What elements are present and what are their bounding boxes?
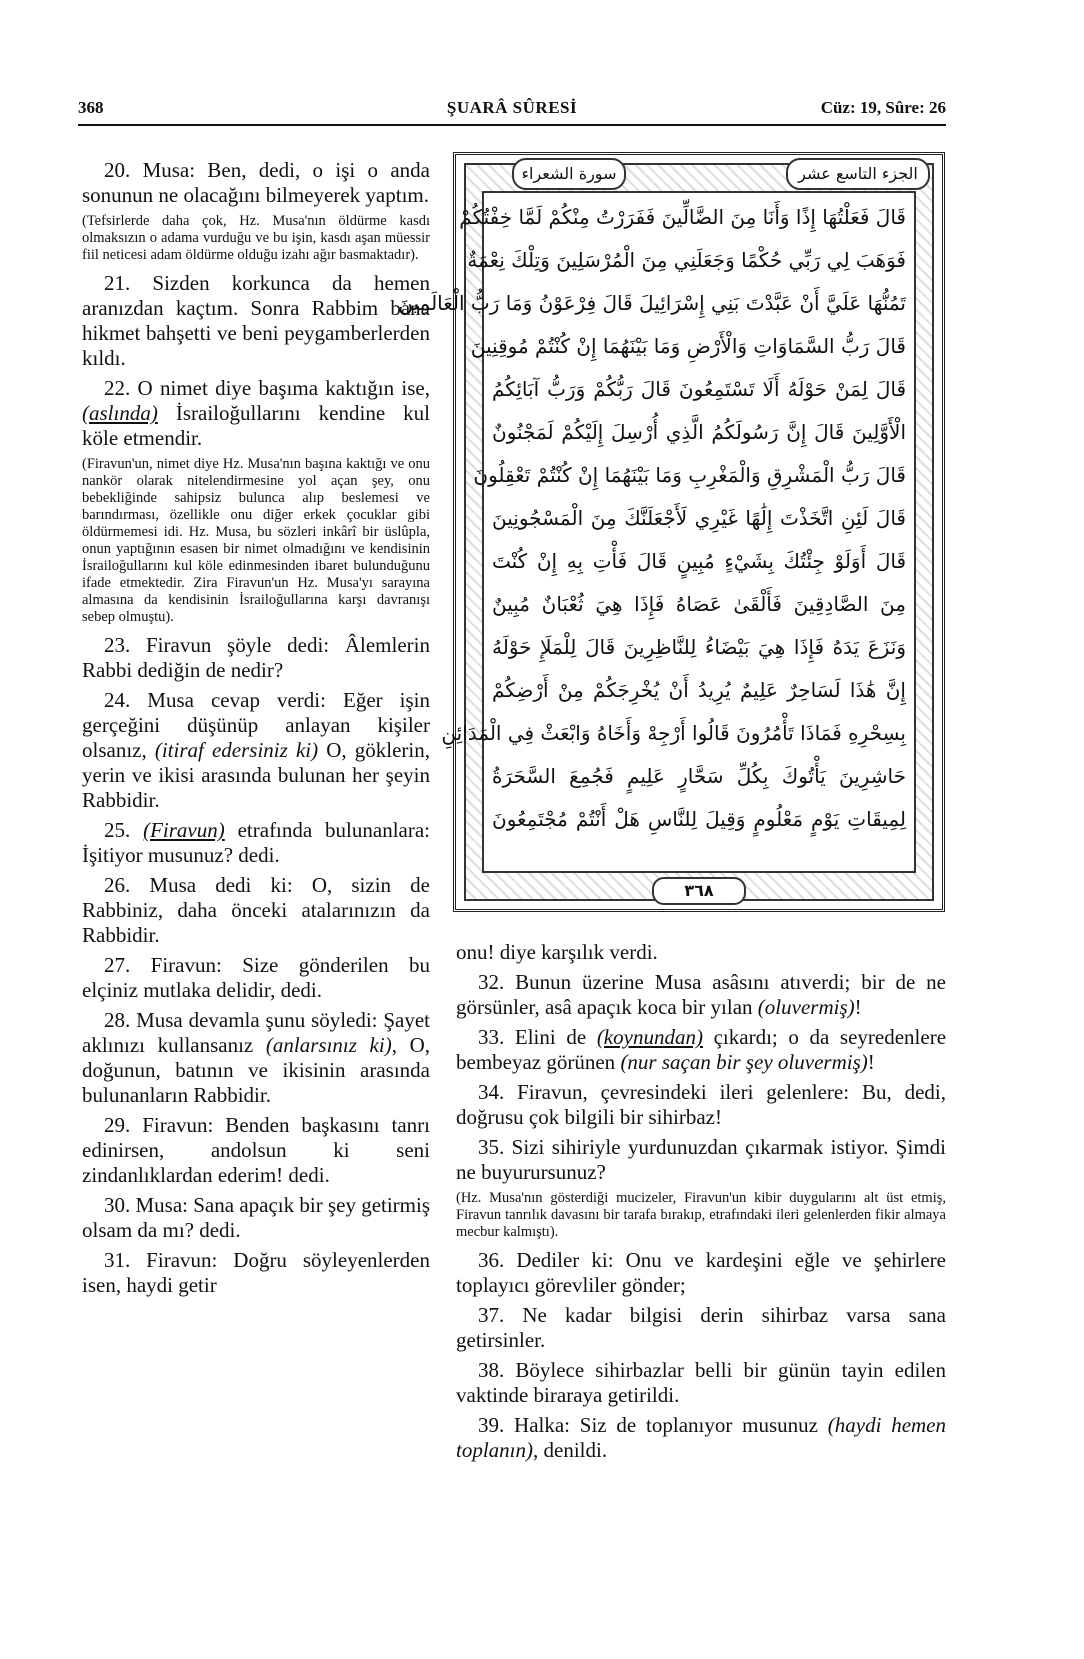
- note-35: (Hz. Musa'nın gösterdiği mucizeler, Firavun'un kibir duygularını alt üst etmiş, Firavun tanrılık davasını bir tarafa bırakıp, etrafındaki ileri gelenlerden fikir almaya mecbur kalmıştı).: [456, 1190, 946, 1240]
- mushaf-line-13: بِسِحْرِهِ فَمَاذَا تَأْمُرُونَ قَالُوا أَرْجِهْ وَأَخَاهُ وَابْعَثْ فِي الْمَدَائِنِ: [441, 721, 906, 745]
- verse-31: 31. Firavun: Doğru söyleyenlerden isen, haydi getir: [82, 1248, 430, 1297]
- mushaf-line-4: قَالَ رَبُّ السَّمَاوَاتِ وَالْأَرْضِ وَمَا بَيْنَهُمَا إِنْ كُنْتُمْ مُوقِنِينَ: [470, 334, 906, 358]
- left-column: [82, 158, 430, 1303]
- verse-35: 35. Sizi sihiriyle yurdunuzdan çıkarmak istiyor. Şimdi ne buyurursunuz?: [456, 1135, 946, 1184]
- verse-39-italic: (haydi hemen toplanın): [456, 1413, 947, 1462]
- verse-33: [456, 1025, 946, 1075]
- verse-23: 23. Firavun şöyle dedi: Âlemlerin Rabbi dediğin de nedir?: [82, 633, 430, 682]
- verse-24-text-a: 24. Musa cevap verdi: Eğer işin gerçeğini düşünüp anlayan kişiler olsanız,: [82, 688, 430, 762]
- verse-38: 38. Böylece sihirbazlar belli bir günün tayin edilen vaktinde biraraya getirildi.: [456, 1358, 946, 1407]
- verse-26: 26. Musa dedi ki: O, sizin de Rabbiniz, daha önceki atalarınızın da Rabbidir.: [82, 873, 430, 947]
- verse-30: 30. Musa: Sana apaçık bir şey getirmiş olsam da mı? dedi.: [82, 1193, 431, 1242]
- verse-21: 21. Sizden korkunca da hemen aranızdan kaçtım. Sonra Rabbim bana hikmet bahşetti ve beni peygamberlerden kıldı.: [82, 271, 430, 370]
- verse-33-italic-1: (koynundan): [596, 1025, 703, 1049]
- verse-28-italic: (anlarsınız ki): [265, 1033, 392, 1057]
- verse-29: 29. Firavun: Benden başkasını tanrı edinirsen, andolsun ki seni zindanlıklardan ederim! dedi.: [82, 1113, 430, 1187]
- verse-28: [82, 1008, 430, 1108]
- verse-32-italic: (oluvermiş): [757, 995, 855, 1019]
- mushaf-line-8: قَالَ لَئِنِ اتَّخَذْتَ إِلَٰهًا غَيْرِي لَأَجْعَلَنَّكَ مِنَ الْمَسْجُونِينَ: [492, 506, 906, 530]
- verse-22: [82, 376, 430, 451]
- verse-25-italic: (Firavun): [143, 818, 225, 842]
- mushaf-line-6: الْأَوَّلِينَ قَالَ إِنَّ رَسُولَكُمُ الَّذِي أُرْسِلَ إِلَيْكُمْ لَمَجْنُونٌ: [492, 420, 906, 444]
- verse-25: [82, 818, 430, 868]
- verse-22-italic: (aslında): [82, 401, 158, 425]
- verse-32: [456, 970, 946, 1020]
- mushaf-text-area: [398, 191, 916, 873]
- verse-32-text-a: 32. Bunun üzerine Musa asâsını atıverdi; bir de ne görsünler, asâ apaçık koca bir yılan: [456, 970, 946, 1019]
- verse-25-text-b: etrafında bulunanlara: İşitiyor musunuz? dedi.: [82, 818, 431, 867]
- mushaf-line-3: تَمُنُّهَا عَلَيَّ أَنْ عَبَّدْتَ بَنِي إِسْرَائِيلَ قَالَ فِرْعَوْنُ وَمَا رَبُّ الْعَالَمِينَ: [398, 291, 906, 315]
- verse-24-text-b: O, göklerin, yerin ve ikisi arasında bulunan her şeyin Rabbidir.: [82, 738, 430, 812]
- mushaf-sura-title: سورة الشعراء: [512, 158, 626, 190]
- verse-33-text-a: 33. Elini de: [478, 1025, 587, 1049]
- verse-28-text-a: 28. Musa devamla şunu söyledi: Şayet aklınızı kullansanız: [82, 1008, 430, 1057]
- mushaf-line-1: قَالَ فَعَلْتُهَا إِذًا وَأَنَا مِنَ الضَّالِّينَ فَفَرَرْتُ مِنْكُمْ لَمَّا خِفْتُكُمْ: [459, 205, 906, 229]
- verse-39-text-b: , denildi.: [533, 1438, 608, 1462]
- verse-22-text-b: İsrailoğullarını kendine kul köle etmendir.: [82, 401, 430, 450]
- verse-39-text-a: 39. Halka: Siz de toplanıyor musunuz: [478, 1413, 818, 1437]
- right-column: [456, 940, 946, 1468]
- page-number: 368: [78, 98, 104, 117]
- mushaf-line-7: قَالَ رَبُّ الْمَشْرِقِ وَالْمَغْرِبِ وَمَا بَيْنَهُمَا إِنْ كُنْتُمْ تَعْقِلُونَ: [473, 463, 906, 487]
- mushaf-line-12: إِنَّ هَٰذَا لَسَاحِرٌ عَلِيمٌ يُرِيدُ أَنْ يُخْرِجَكُمْ مِنْ أَرْضِكُمْ: [492, 678, 906, 702]
- mushaf-page-number: ٣٦٨: [652, 877, 746, 905]
- verse-39: [456, 1413, 946, 1463]
- verse-24: [82, 688, 430, 813]
- verse-27: 27. Firavun: Size gönderilen bu elçiniz mutlaka delidir, dedi.: [82, 953, 430, 1002]
- mushaf-page: [398, 152, 945, 912]
- verse-33-text-c: !: [867, 1050, 875, 1074]
- verse-34: 34. Firavun, çevresindeki ileri gelenlere: Bu, dedi, doğrusu çok bilgili bir sihirbaz!: [456, 1080, 946, 1129]
- verse-36: 36. Dediler ki: Onu ve kardeşini eğle ve şehirlere toplayıcı görevliler gönder;: [456, 1248, 946, 1297]
- mushaf-line-2: فَوَهَبَ لِي رَبِّي حُكْمًا وَجَعَلَنِي مِنَ الْمُرْسَلِينَ وَتِلْكَ نِعْمَةٌ: [467, 248, 906, 272]
- verse-37: 37. Ne kadar bilgisi derin sihirbaz varsa sana getirsinler.: [456, 1303, 946, 1352]
- note-22: (Firavun'un, nimet diye Hz. Musa'nın başına kaktığı ve onu nankör olarak nitelendirmesine yol açan şey, onu bebekliğinde sahipsiz bulunca alıp beslemesi ve barındırması, özellikle onu diğer erkek çocuklar gibi öldürmemesi idi. Hz. Musa, bu sözleri inkârî bir üslûpla, onun yaptığının esasen bir nimet olmadığını ve kendisinin İsrailoğullarını kul köle edinmesinden ibaret bulunduğunu ifade etmektedir. Zira Firavun'un Hz. Musa'yı sarayına almasına da kendisinin İsrailoğullarına karşı davranışı sebep olmuştu).: [82, 456, 430, 625]
- verse-25-text-a: 25.: [104, 818, 131, 842]
- mushaf-line-5: قَالَ لِمَنْ حَوْلَهُ أَلَا تَسْتَمِعُونَ قَالَ رَبُّكُمْ وَرَبُّ آبَائِكُمُ: [492, 377, 906, 401]
- mushaf-line-9: قَالَ أَوَلَوْ جِئْتُكَ بِشَيْءٍ مُبِينٍ قَالَ فَأْتِ بِهِ إِنْ كُنْتَ: [492, 549, 906, 573]
- verse-20: 20. Musa: Ben, dedi, o işi o anda sonunun ne olacağını bilmeyerek yaptım.: [82, 158, 430, 207]
- page-header: [78, 98, 946, 126]
- verse-28-text-b: , O, doğunun, batının ve ikisinin arasında bulunanların Rabbidir.: [82, 1033, 431, 1107]
- mushaf-line-14: حَاشِرِينَ يَأْتُوكَ بِكُلِّ سَحَّارٍ عَلِيمٍ فَجُمِعَ السَّحَرَةُ: [492, 764, 906, 788]
- verse-33-italic-2: (nur saçan bir şey oluvermiş): [620, 1050, 868, 1074]
- note-20: (Tefsirlerde daha çok, Hz. Musa'nın öldürme kasdı olmaksızın o adama vurduğu ve bu işin, kasdı aşan müessir fiil neticesi adam öldürme olduğu izahı ağır basmaktadır).: [82, 213, 430, 263]
- mushaf-line-15: لِمِيقَاتِ يَوْمٍ مَعْلُومٍ وَقِيلَ لِلنَّاسِ هَلْ أَنْتُمْ مُجْتَمِعُونَ: [492, 807, 906, 831]
- mushaf-juz-title: الجزء التاسع عشر: [786, 158, 930, 190]
- mushaf-line-10: مِنَ الصَّادِقِينَ فَأَلْقَىٰ عَصَاهُ فَإِذَا هِيَ ثُعْبَانٌ مُبِينٌ: [492, 592, 906, 616]
- juz-info: Cüz: 19, Sûre: 26: [820, 98, 946, 117]
- verse-24-italic: (itiraf edersiniz ki): [154, 738, 319, 762]
- sura-title: ŞUARÂ SÛRESİ: [446, 98, 578, 117]
- verse-32-text-b: !: [854, 995, 862, 1019]
- verse-22-text-a: 22. O nimet diye başıma kaktığın ise,: [104, 376, 430, 400]
- mushaf-line-11: وَنَزَعَ يَدَهُ فَإِذَا هِيَ بَيْضَاءُ لِلنَّاظِرِينَ قَالَ لِلْمَلَإِ حَوْلَهُ: [492, 635, 906, 659]
- verse-31-continued: onu! diye karşılık verdi.: [456, 940, 658, 964]
- verse-33-text-b: çıkardı; o da seyredenlere bembeyaz görünen: [456, 1025, 947, 1074]
